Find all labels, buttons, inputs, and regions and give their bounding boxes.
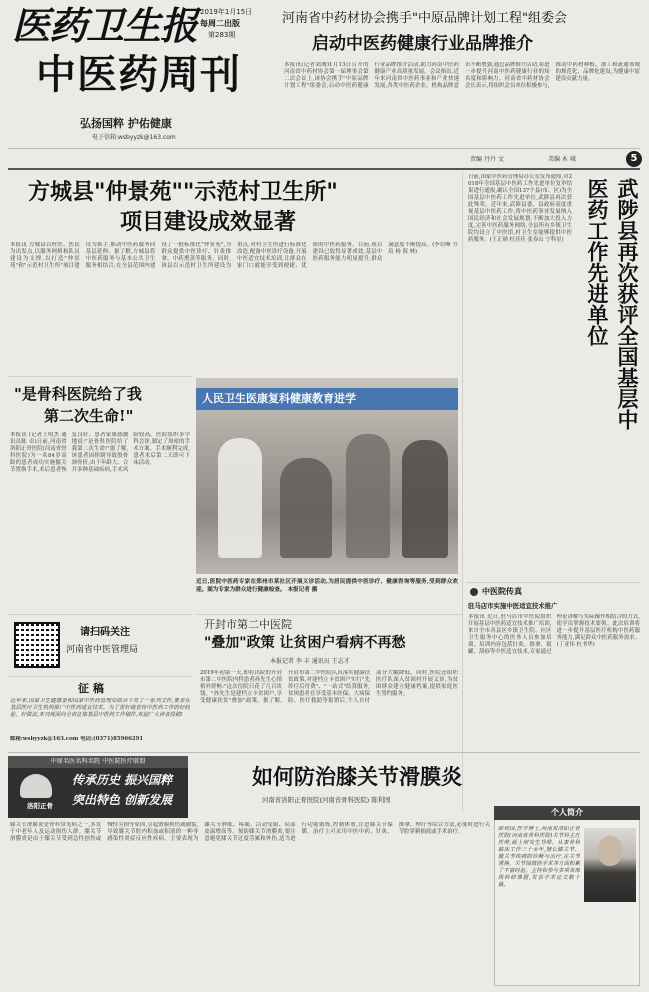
feature-title-line1: "是骨科医院给了我	[14, 385, 142, 403]
notice-body: 近年来,国家卫生健康委和国家中医药管理局联合下发了一系列文件,要求在基层医疗卫生机构推广中医药适宜技术。为了更好地宣传中医药工作的好经验、好做法,本刊现面向全省征集基层中医药工作稿件,欢迎广大读者投稿!	[10, 698, 190, 718]
photo-caption: 近日,医院中医药专家在郑州市某社区开展义诊活动,为居民提供中医诊疗、健康咨询等服务,受到群众欢迎。图为专家为群众进行健康检查。 本报记者 摄	[196, 579, 458, 593]
main-story-title-line1: 方城县"仲景苑""示范村卫生所"	[28, 179, 338, 205]
feature-title-line2: 第二次生命!"	[44, 407, 134, 425]
kaifeng-body: 2019年初第一天,即将出院的开封市第二中医院内科患者孙先生心情格外舒畅:"这次住院只花了几百块钱。"孙先生是建档立卡贫困户,享受健康扶贫"叠加"政策。据了解,开封市第二中医院认真落实健康扶贫政策,对建档立卡贫困户实行"先诊疗后付费"、"一站式"结算服务,贫困患者在享受基本医保、大病保险、医疗救助等报销后,个人自付部分大幅降低。同时,医院还组织医疗队深入贫困村开展义诊,为贫困群众建立健康档案,提供家庭医生签约服务。	[200, 670, 458, 704]
photo-figure-2	[280, 458, 332, 558]
notice-title: 征 稿	[78, 682, 104, 695]
issue-edition: 每周二出版	[200, 19, 240, 28]
photo-figure-4	[402, 440, 448, 558]
masthead-divider	[8, 148, 640, 149]
bottom-story-byline: 河南省洛阳正骨医院(河南省骨科医院) 陈利国	[262, 796, 391, 804]
top-story-title: 河南省中药材协会携手"中原品牌计划工程"组委会	[282, 11, 567, 26]
kaifeng-top-rule	[196, 614, 462, 615]
kaifeng-kicker: 开封市第二中医院	[204, 618, 292, 631]
top-story-subtitle: 启动中医药健康行业品牌推介	[312, 34, 533, 54]
bottom-story-body: 膝关节滑膜炎是骨科常见病之一,多发于中老年人及运动损伤人群。膝关节滑膜炎是由于膝关节受到急性创伤或慢性劳损等原因,引起滑膜损伤或破裂,导致膝关节腔内积血或积液的一种非感染性炎症反应性疾病。主要表现为膝关节肿胀、疼痛、活动受限、局部皮温增高等。预防膝关节滑膜炎,要注意避免膝关节过度劳累和外伤,适当进行功能锻炼,控制体重,注意膝关节保暖。治疗上可采用中医中药、针灸、推拿、理疗等综合方法,必要时进行关节腔穿刺抽液或手术治疗。	[10, 822, 490, 842]
photo-banner-text: 人民卫生医康复科健康教育进学	[202, 392, 356, 405]
news-col-top-rule	[466, 582, 640, 583]
qr-label: 请扫码关注	[80, 627, 130, 638]
sidebar-vertical-title: 武陟县再次获评全国基层中医药工作先进单位	[585, 178, 639, 430]
notice-top-rule	[8, 676, 192, 677]
feature-body: 本报讯 (记者王明杰 通讯员陈 卓)日前,河南省洛阳正骨医院(河南省骨科医院)为一名84岁高龄的患者成功实施髋关节置换手术,术后患者恢复良好。患者家属感激地说:"是骨科医院给了我第二次生命!"据了解,该患者因摔倒导致股骨颈骨折,由于年龄大、合并多种基础疾病,手术风险较高。医院组织多学科会诊,制定了周密的手术方案。手术顺利完成,患者术后第二天即可下床活动。	[10, 432, 190, 473]
qr-top-rule	[8, 614, 192, 615]
news-col-icon	[470, 588, 478, 596]
qr-account: 河南省中医管理局	[66, 645, 139, 655]
header-designer: 美编 木 城	[548, 156, 576, 163]
promo-banner-line2: 突出特色 创新发展	[72, 793, 173, 807]
main-story-title-line2: 项目建设成效显著	[120, 209, 297, 235]
promo-banner	[8, 756, 188, 818]
news-col-subtitle: 驻马店市实施中医适宜技术推广	[468, 602, 558, 610]
header-editor: 责编 丹丹 文	[470, 156, 504, 163]
photo-figure-1	[218, 438, 262, 558]
top-story-body: 本报讯(记者刘淘)1月13日召开的河南省中药材协会第一届理事会第二次会议上,该协会携手"中原品牌计划工程"组委会,启动中医药健康行业品牌推介活动,助力河南中医药健康产业高质量发展。会议指出,近年来河南省中医药事业和产业快速发展,各类中医药企业、机构品牌意识不断增强,通过品牌推介活动,将进一步提升河南中医药健康行业的知名度和影响力。河南省中药材协会会长表示,将组织会员单位积极参与,推动中药材种植、加工和流通领域的规范化、品牌化建设,为健康中原建设贡献力量。	[284, 62, 640, 89]
promo-banner-header: 中原名医名科名院 中医院医疗联盟	[8, 756, 188, 768]
sidebar-body: 日前,国家中医药管理局办公室发布通知,对2018年全国基层中医药工作先进单位复审结果进行通报,确认全国137个县(市、区)为全国基层中医药工作先进单位,武陟县再次获此殊荣。近年来,武陟县委、县政府高度重视基层中医药工作,将中医药事业发展纳入国民经济和社会发展规划,不断加大投入力度,完善中医药服务网络,全县所有乡镇卫生院均设立了中医馆,村卫生室能够提供中医药服务。(王正勋 杜佳佳 张春山 宁科星)	[468, 174, 572, 243]
kaifeng-title: "叠加"政策 让贫困户看病不再愁	[204, 635, 406, 651]
header-rule	[8, 168, 640, 170]
profile-photo-face	[598, 836, 622, 866]
page-number-badge: 5	[626, 151, 642, 167]
masthead-email: 电子信箱:wsbyyzk@163.com	[92, 134, 176, 141]
notice-contact: 邮箱:wsbyyzk@163.com 电话:(0371)85966291	[10, 736, 144, 742]
kaifeng-byline: 本报记者 李 丰 通讯员 王志才	[270, 658, 350, 665]
profile-photo	[584, 828, 636, 902]
profile-body: 陈利国,医学博士,河南省洛阳正骨医院(河南省骨科医院)关节科主任医师,硕士研究生导师。从事骨科临床工作三十余年,擅长膝关节、髋关节疾病的诊断与治疗,在关节置换、关节镜微创手术等方面积累了丰富经验。主持和参与多项省部级科研课题,发表学术论文数十篇。	[498, 826, 580, 888]
news-photo	[196, 378, 458, 574]
profile-title: 个人简介	[494, 806, 640, 820]
masthead-logo: 医药卫生报	[12, 3, 198, 48]
qr-code[interactable]	[14, 622, 60, 668]
main-story-body: 本报讯 方城县以村医、医民为出发点,以服务网格和队员建设为支撑,以打造"仲景苑"和"示范村卫生所"项目建设为抓手,推动中医药服务向基层延伸。据了解,方城县将中医药服务与基本公共卫生服务相结合,在全县范围内建设了一批标准化"仲景苑",为群众提供中医诊疗、针灸推拿、中药熏蒸等服务。同时,该县以示范村卫生所建设为重点,对村卫生所进行标准化改造,配备中医诊疗设备,开展中医适宜技术培训,让群众在家门口就能享受到便捷、优质的中医药服务。目前,项目建设已取得显著成效,基层中医药服务能力明显提升,群众满意度不断提高。(李岩峰 方 培 杨 海 林)	[10, 242, 458, 269]
promo-brand: 洛阳正骨	[27, 802, 53, 810]
news-col-title: 中医院传真	[482, 587, 522, 596]
bottom-story-title: 如何防治膝关节滑膜炎	[252, 764, 462, 789]
issue-date: 2019年1月15日	[200, 8, 253, 16]
promo-logo-icon	[20, 774, 52, 798]
photo-figure-3	[346, 434, 390, 558]
feature-top-rule	[8, 376, 192, 377]
masthead-slogan: 弘扬国粹 护佑健康	[80, 117, 172, 130]
weekly-title: 中医药周刊	[36, 51, 241, 98]
column-divider-right	[462, 172, 463, 812]
bottom-rule	[8, 752, 640, 753]
promo-banner-line1: 传承历史 振兴国粹	[72, 773, 173, 787]
news-col-body: 本报讯 近日,驻马店市中医院组织开展基层中医药适宜技术推广培训,来自全市各县区乡镇卫生院、社区卫生服务中心的医务人员参加培训。培训内容包括针灸、推拿、拔罐、刮痧等中医适宜技术,专家通过理论讲解与实际操作相结合的方式,使学员掌握技术要领。此次培训将进一步提升基层医疗机构中医药服务能力,满足群众中医药服务需求。(丁亚伟 杜书华)	[468, 614, 640, 655]
issue-number: 第283期	[208, 31, 236, 39]
